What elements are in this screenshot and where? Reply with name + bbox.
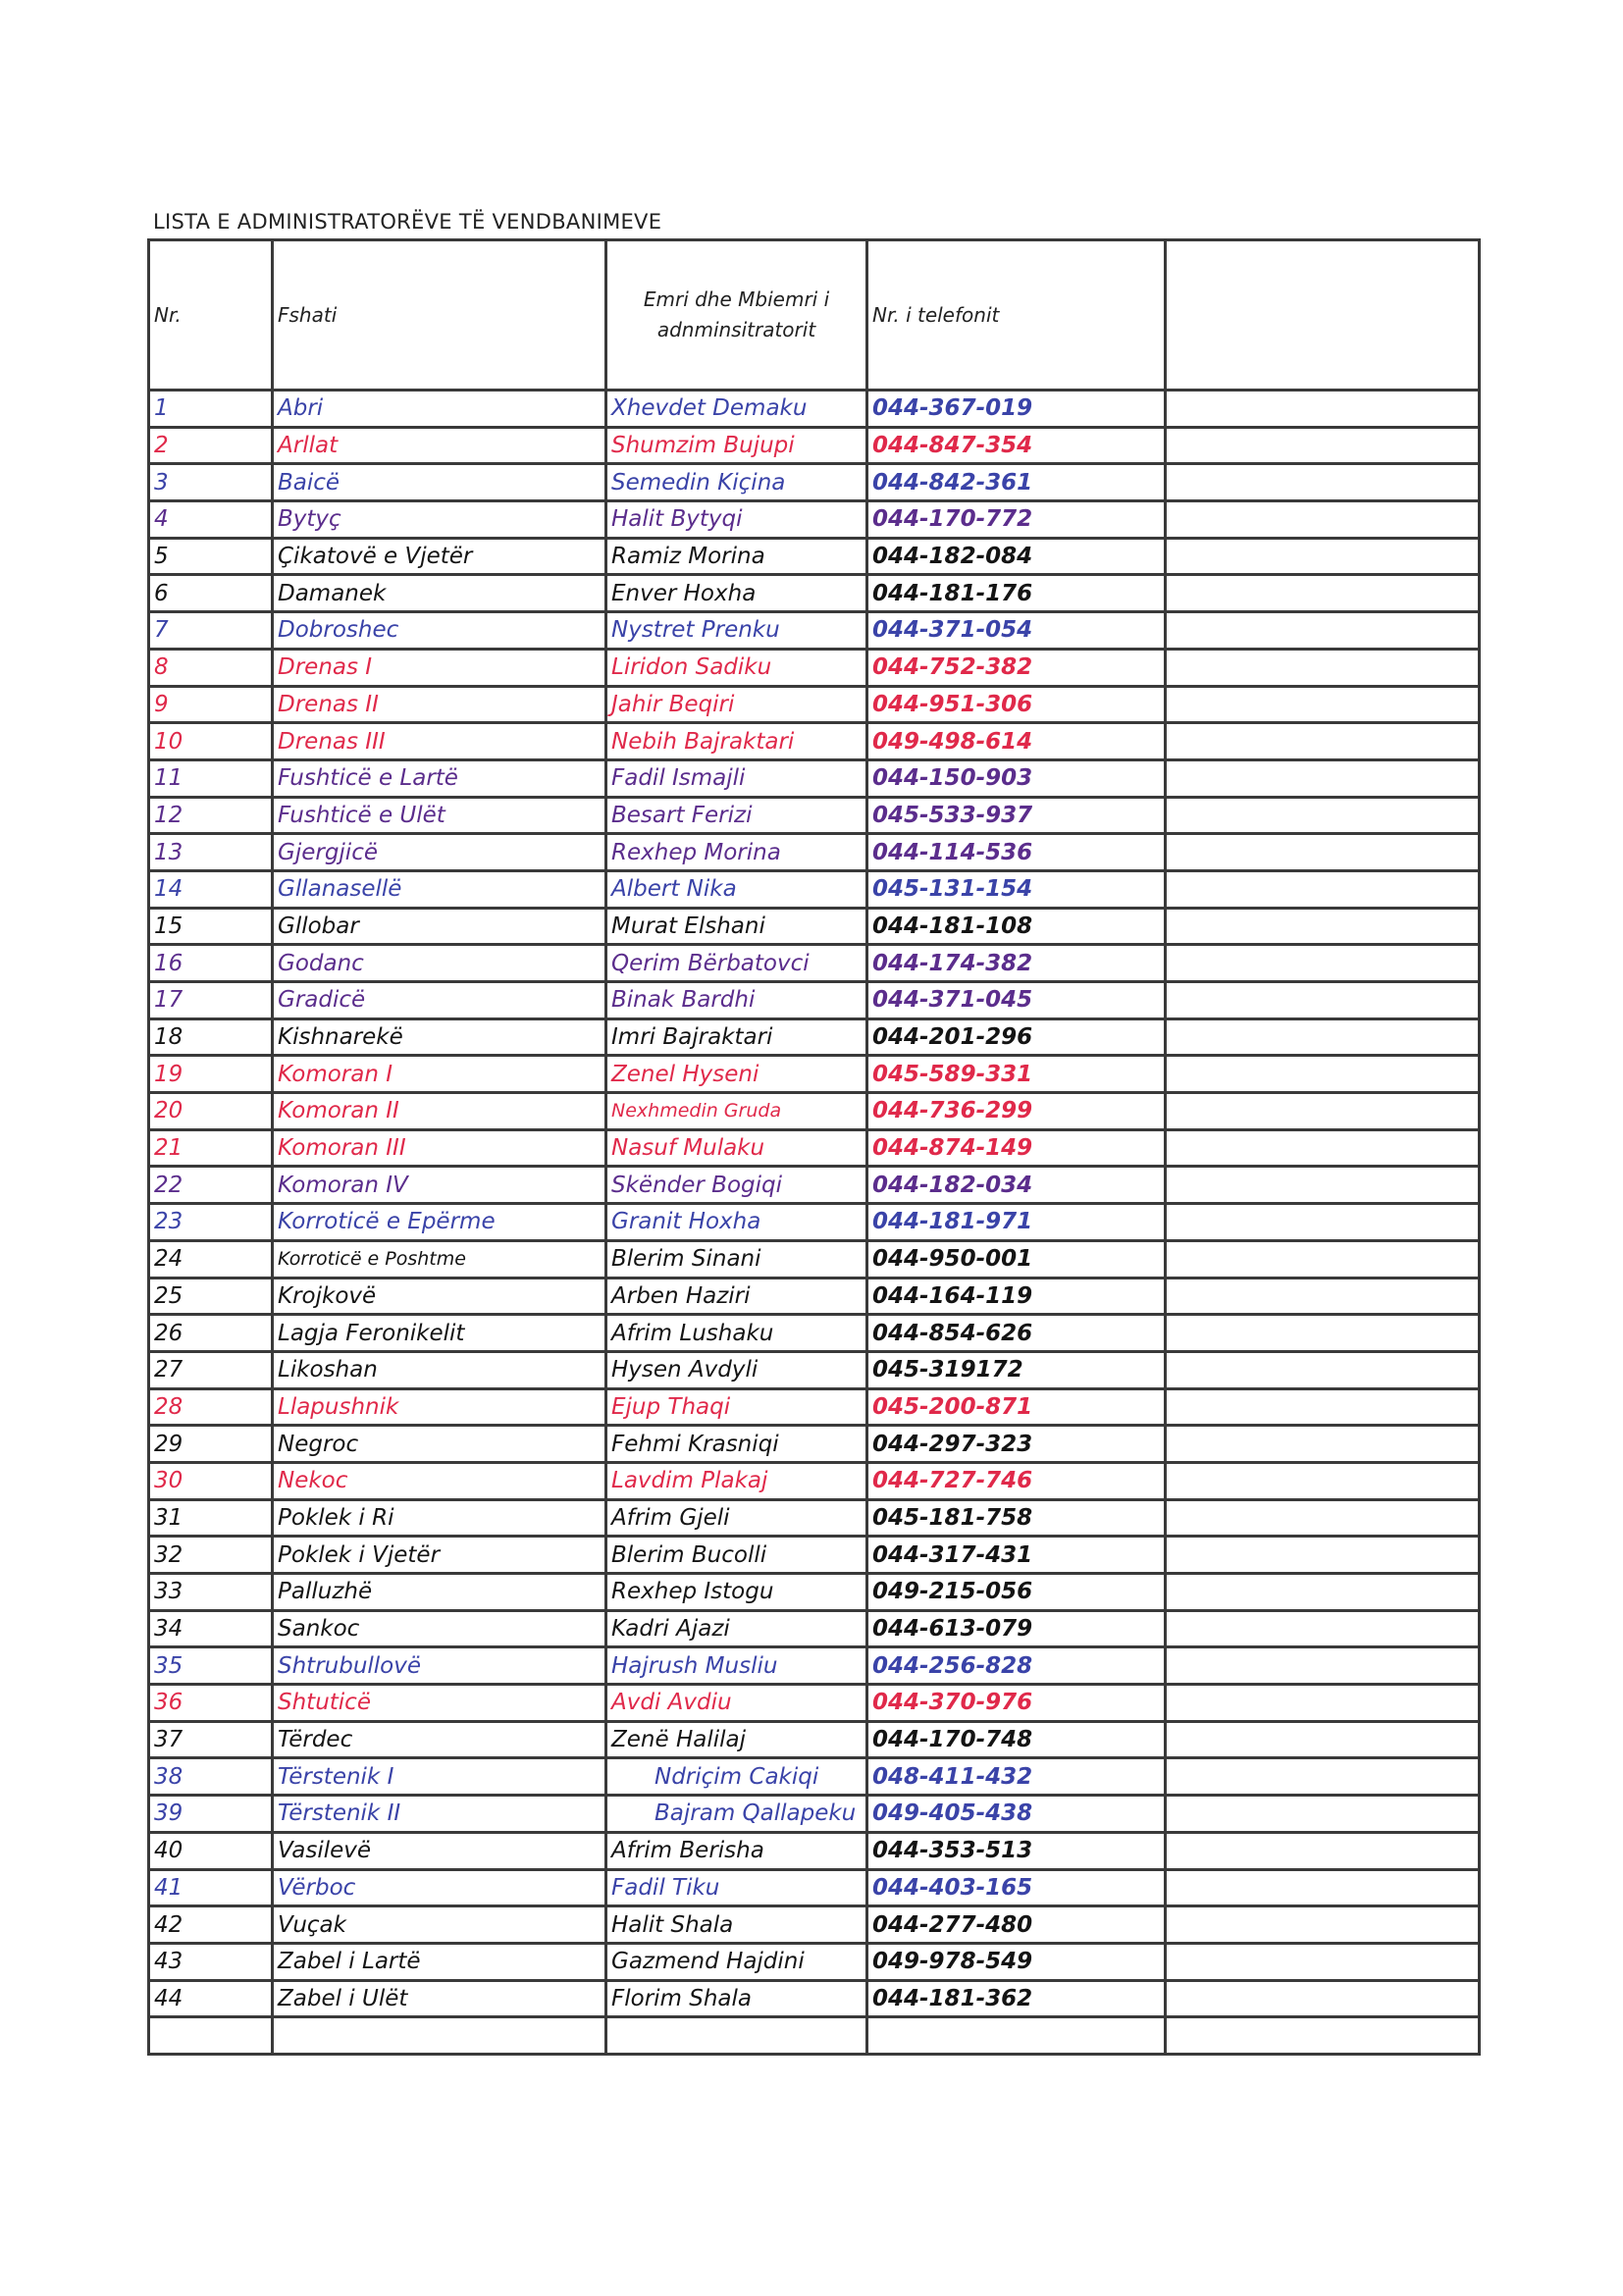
administrator-name-cell <box>606 2017 867 2055</box>
village-cell: Poklek i Ri <box>273 1499 606 1537</box>
row-number-cell: 25 <box>149 1278 273 1315</box>
administrator-name-cell: Afrim Gjeli <box>606 1499 867 1537</box>
phone-cell: 044-201-296 <box>867 1018 1166 1056</box>
phone-cell: 044-950-001 <box>867 1240 1166 1278</box>
row-number-cell: 10 <box>149 723 273 760</box>
phone-cell: 044-727-746 <box>867 1462 1166 1499</box>
table-row <box>149 1129 1480 1167</box>
table-row <box>149 1832 1480 1869</box>
row-number-cell: 36 <box>149 1685 273 1722</box>
administrator-name-cell: Florim Shala <box>606 1980 867 2017</box>
village-cell: Drenas II <box>273 686 606 723</box>
table-row <box>149 1574 1480 1611</box>
village-cell: Poklek i Vjetër <box>273 1537 606 1574</box>
row-number-cell: 16 <box>149 945 273 982</box>
village-cell: Damanek <box>273 575 606 612</box>
extra-cell <box>1166 538 1480 575</box>
phone-cell: 045-181-758 <box>867 1499 1166 1537</box>
village-cell: Baicë <box>273 464 606 501</box>
table-row <box>149 501 1480 539</box>
administrator-name-cell: Fadil Tiku <box>606 1869 867 1906</box>
table-row <box>149 686 1480 723</box>
row-number-cell: 21 <box>149 1129 273 1167</box>
village-cell: Vuçak <box>273 1906 606 1944</box>
phone-cell: 049-498-614 <box>867 723 1166 760</box>
extra-cell <box>1166 1426 1480 1463</box>
row-number-cell: 35 <box>149 1647 273 1685</box>
table-row <box>149 1906 1480 1944</box>
phone-cell: 044-297-323 <box>867 1426 1166 1463</box>
extra-cell <box>1166 1980 1480 2017</box>
extra-cell <box>1166 1832 1480 1869</box>
extra-cell <box>1166 1869 1480 1906</box>
extra-cell <box>1166 1018 1480 1056</box>
administrator-name-cell: Fadil Ismajli <box>606 759 867 797</box>
administrator-name-cell: Hajrush Musliu <box>606 1647 867 1685</box>
header-nr: Nr. <box>149 240 273 391</box>
table-row <box>149 464 1480 501</box>
row-number-cell: 20 <box>149 1093 273 1130</box>
table-row <box>149 982 1480 1019</box>
village-cell: Negroc <box>273 1426 606 1463</box>
row-number-cell: 5 <box>149 538 273 575</box>
table-row <box>149 1351 1480 1388</box>
extra-cell <box>1166 945 1480 982</box>
phone-cell: 048-411-432 <box>867 1758 1166 1796</box>
administrator-name-cell: Zenë Halilaj <box>606 1721 867 1758</box>
row-number-cell: 40 <box>149 1832 273 1869</box>
village-cell: Gllobar <box>273 908 606 945</box>
row-number-cell: 41 <box>149 1869 273 1906</box>
row-number-cell: 37 <box>149 1721 273 1758</box>
village-cell: Korroticë e Poshtme <box>273 1240 606 1278</box>
extra-cell <box>1166 759 1480 797</box>
row-number-cell: 19 <box>149 1056 273 1093</box>
administrator-name-cell: Enver Hoxha <box>606 575 867 612</box>
phone-cell: 044-842-361 <box>867 464 1166 501</box>
header-village: Fshati <box>273 240 606 391</box>
extra-cell <box>1166 1685 1480 1722</box>
phone-cell: 044-182-084 <box>867 538 1166 575</box>
extra-cell <box>1166 501 1480 539</box>
administrator-name-cell: Shumzim Bujupi <box>606 427 867 464</box>
table-row <box>149 1426 1480 1463</box>
phone-cell: 044-150-903 <box>867 759 1166 797</box>
administrator-name-cell: Avdi Avdiu <box>606 1685 867 1722</box>
village-cell: Fushticë e Ulët <box>273 797 606 834</box>
row-number-cell: 15 <box>149 908 273 945</box>
administrator-name-cell: Kadri Ajazi <box>606 1610 867 1647</box>
administrator-name-cell: Nystret Prenku <box>606 612 867 650</box>
administrator-name-cell: Halit Shala <box>606 1906 867 1944</box>
row-number-cell: 3 <box>149 464 273 501</box>
phone-cell: 044-367-019 <box>867 391 1166 428</box>
village-cell: Tërstenik II <box>273 1796 606 1833</box>
extra-cell <box>1166 1574 1480 1611</box>
village-cell: Kishnarekë <box>273 1018 606 1056</box>
extra-cell <box>1166 723 1480 760</box>
table-row <box>149 723 1480 760</box>
table-row <box>149 1943 1480 1980</box>
administrator-name-cell: Besart Ferizi <box>606 797 867 834</box>
table-row <box>149 1647 1480 1685</box>
administrator-name-cell: Qerim Bërbatovci <box>606 945 867 982</box>
extra-cell <box>1166 1499 1480 1537</box>
village-cell: Tërdec <box>273 1721 606 1758</box>
table-row <box>149 2017 1480 2055</box>
table-row <box>149 575 1480 612</box>
header-administrator-name: Emri dhe Mbiemri i adnminsitratorit <box>606 240 867 391</box>
row-number-cell: 27 <box>149 1351 273 1388</box>
table-row <box>149 908 1480 945</box>
phone-cell: 044-256-828 <box>867 1647 1166 1685</box>
phone-cell: 045-200-871 <box>867 1388 1166 1426</box>
header-phone: Nr. i telefonit <box>867 240 1166 391</box>
extra-cell <box>1166 575 1480 612</box>
village-cell: Likoshan <box>273 1351 606 1388</box>
phone-cell: 044-164-119 <box>867 1278 1166 1315</box>
village-cell: Godanc <box>273 945 606 982</box>
administrator-name-cell: Skënder Bogiqi <box>606 1167 867 1204</box>
row-number-cell: 1 <box>149 391 273 428</box>
table-row <box>149 1869 1480 1906</box>
table-row <box>149 1610 1480 1647</box>
row-number-cell: 2 <box>149 427 273 464</box>
phone-cell: 044-181-971 <box>867 1204 1166 1241</box>
table-row <box>149 1315 1480 1352</box>
village-cell: Vërboc <box>273 1869 606 1906</box>
village-cell: Arllat <box>273 427 606 464</box>
extra-cell <box>1166 391 1480 428</box>
row-number-cell: 11 <box>149 759 273 797</box>
phone-cell: 049-405-438 <box>867 1796 1166 1833</box>
administrator-name-cell: Arben Haziri <box>606 1278 867 1315</box>
phone-cell: 044-181-362 <box>867 1980 1166 2017</box>
administrator-name-cell: Ejup Thaqi <box>606 1388 867 1426</box>
extra-cell <box>1166 870 1480 908</box>
extra-cell <box>1166 1204 1480 1241</box>
phone-cell: 044-182-034 <box>867 1167 1166 1204</box>
extra-cell <box>1166 1240 1480 1278</box>
table-row <box>149 1018 1480 1056</box>
village-cell: Komoran III <box>273 1129 606 1167</box>
village-cell: Gjergjicë <box>273 834 606 871</box>
phone-cell: 044-371-045 <box>867 982 1166 1019</box>
row-number-cell: 8 <box>149 649 273 686</box>
administrator-name-cell: Ramiz Morina <box>606 538 867 575</box>
phone-cell: 044-114-536 <box>867 834 1166 871</box>
phone-cell: 044-951-306 <box>867 686 1166 723</box>
table-row <box>149 1758 1480 1796</box>
administrator-name-cell: Rexhep Istogu <box>606 1574 867 1611</box>
phone-cell: 049-978-549 <box>867 1943 1166 1980</box>
phone-cell: 044-370-976 <box>867 1685 1166 1722</box>
extra-cell <box>1166 1610 1480 1647</box>
village-cell: Nekoc <box>273 1462 606 1499</box>
row-number-cell <box>149 2017 273 2055</box>
village-cell: Çikatovë e Vjetër <box>273 538 606 575</box>
row-number-cell: 9 <box>149 686 273 723</box>
extra-cell <box>1166 1796 1480 1833</box>
village-cell: Komoran I <box>273 1056 606 1093</box>
administrator-name-cell: Halit Bytyqi <box>606 501 867 539</box>
table-row <box>149 1204 1480 1241</box>
phone-cell: 044-181-176 <box>867 575 1166 612</box>
village-cell: Drenas I <box>273 649 606 686</box>
row-number-cell: 31 <box>149 1499 273 1537</box>
village-cell: Palluzhë <box>273 1574 606 1611</box>
table-row <box>149 538 1480 575</box>
administrator-name-cell: Granit Hoxha <box>606 1204 867 1241</box>
phone-cell: 044-613-079 <box>867 1610 1166 1647</box>
table-row <box>149 1278 1480 1315</box>
extra-cell <box>1166 612 1480 650</box>
phone-cell: 044-854-626 <box>867 1315 1166 1352</box>
table-row <box>149 1462 1480 1499</box>
row-number-cell: 28 <box>149 1388 273 1426</box>
administrator-name-cell: Bajram Qallapeku <box>606 1796 867 1833</box>
administrator-name-cell: Afrim Berisha <box>606 1832 867 1869</box>
phone-cell: 045-319172 <box>867 1351 1166 1388</box>
table-row <box>149 1499 1480 1537</box>
row-number-cell: 38 <box>149 1758 273 1796</box>
phone-cell: 044-174-382 <box>867 945 1166 982</box>
extra-cell <box>1166 1278 1480 1315</box>
administrator-name-cell: Liridon Sadiku <box>606 649 867 686</box>
document-title: LISTA E ADMINISTRATORËVE TË VENDBANIMEVE <box>153 210 662 234</box>
table-row <box>149 759 1480 797</box>
extra-cell <box>1166 1388 1480 1426</box>
row-number-cell: 43 <box>149 1943 273 1980</box>
table-header-row <box>149 240 1480 391</box>
village-cell: Gllanasellë <box>273 870 606 908</box>
table-row <box>149 945 1480 982</box>
extra-cell <box>1166 908 1480 945</box>
village-cell: Vasilevë <box>273 1832 606 1869</box>
phone-cell: 044-847-354 <box>867 427 1166 464</box>
table-row <box>149 1056 1480 1093</box>
village-cell: Gradicë <box>273 982 606 1019</box>
phone-cell: 044-170-748 <box>867 1721 1166 1758</box>
extra-cell <box>1166 2017 1480 2055</box>
table-row <box>149 1167 1480 1204</box>
extra-cell <box>1166 1093 1480 1130</box>
village-cell: Fushticë e Lartë <box>273 759 606 797</box>
administrator-name-cell: Murat Elshani <box>606 908 867 945</box>
extra-cell <box>1166 1167 1480 1204</box>
village-cell: Shtuticë <box>273 1685 606 1722</box>
administrator-name-cell: Zenel Hyseni <box>606 1056 867 1093</box>
table-row <box>149 1537 1480 1574</box>
village-cell: Lagja Feronikelit <box>273 1315 606 1352</box>
administrator-name-cell: Afrim Lushaku <box>606 1315 867 1352</box>
village-cell: Krojkovë <box>273 1278 606 1315</box>
table-row <box>149 391 1480 428</box>
village-cell: Bytyç <box>273 501 606 539</box>
phone-cell: 044-170-772 <box>867 501 1166 539</box>
phone-cell: 044-277-480 <box>867 1906 1166 1944</box>
extra-cell <box>1166 1758 1480 1796</box>
extra-cell <box>1166 1721 1480 1758</box>
phone-cell <box>867 2017 1166 2055</box>
extra-cell <box>1166 1943 1480 1980</box>
row-number-cell: 14 <box>149 870 273 908</box>
row-number-cell: 22 <box>149 1167 273 1204</box>
row-number-cell: 29 <box>149 1426 273 1463</box>
row-number-cell: 4 <box>149 501 273 539</box>
village-cell: Abri <box>273 391 606 428</box>
row-number-cell: 32 <box>149 1537 273 1574</box>
village-cell: Dobroshec <box>273 612 606 650</box>
table-row <box>149 649 1480 686</box>
header-extra <box>1166 240 1480 391</box>
village-cell: Komoran II <box>273 1093 606 1130</box>
table-row <box>149 612 1480 650</box>
administrator-name-cell: Xhevdet Demaku <box>606 391 867 428</box>
administrator-name-cell: Nebih Bajraktari <box>606 723 867 760</box>
row-number-cell: 18 <box>149 1018 273 1056</box>
administrator-name-cell: Gazmend Hajdini <box>606 1943 867 1980</box>
row-number-cell: 26 <box>149 1315 273 1352</box>
row-number-cell: 23 <box>149 1204 273 1241</box>
phone-cell: 044-317-431 <box>867 1537 1166 1574</box>
extra-cell <box>1166 1315 1480 1352</box>
table-row <box>149 1240 1480 1278</box>
table-row <box>149 1388 1480 1426</box>
phone-cell: 045-131-154 <box>867 870 1166 908</box>
phone-cell: 044-371-054 <box>867 612 1166 650</box>
administrator-name-cell: Nasuf Mulaku <box>606 1129 867 1167</box>
row-number-cell: 7 <box>149 612 273 650</box>
extra-cell <box>1166 1351 1480 1388</box>
row-number-cell: 24 <box>149 1240 273 1278</box>
administrator-name-cell: Ndriçim Cakiqi <box>606 1758 867 1796</box>
phone-cell: 045-533-937 <box>867 797 1166 834</box>
row-number-cell: 12 <box>149 797 273 834</box>
extra-cell <box>1166 686 1480 723</box>
table-row <box>149 797 1480 834</box>
row-number-cell: 33 <box>149 1574 273 1611</box>
extra-cell <box>1166 1647 1480 1685</box>
phone-cell: 044-752-382 <box>867 649 1166 686</box>
table-row <box>149 1796 1480 1833</box>
administrator-name-cell: Fehmi Krasniqi <box>606 1426 867 1463</box>
administrator-name-cell: Blerim Bucolli <box>606 1537 867 1574</box>
extra-cell <box>1166 797 1480 834</box>
administrator-name-cell: Rexhep Morina <box>606 834 867 871</box>
row-number-cell: 13 <box>149 834 273 871</box>
extra-cell <box>1166 1906 1480 1944</box>
phone-cell: 045-589-331 <box>867 1056 1166 1093</box>
administrator-name-cell: Binak Bardhi <box>606 982 867 1019</box>
village-cell: Llapushnik <box>273 1388 606 1426</box>
extra-cell <box>1166 649 1480 686</box>
phone-cell: 049-215-056 <box>867 1574 1166 1611</box>
village-cell: Sankoc <box>273 1610 606 1647</box>
extra-cell <box>1166 1537 1480 1574</box>
row-number-cell: 30 <box>149 1462 273 1499</box>
phone-cell: 044-181-108 <box>867 908 1166 945</box>
administrator-name-cell: Albert Nika <box>606 870 867 908</box>
table-row <box>149 1093 1480 1130</box>
table-row <box>149 870 1480 908</box>
extra-cell <box>1166 1056 1480 1093</box>
village-cell: Korroticë e Epërme <box>273 1204 606 1241</box>
row-number-cell: 6 <box>149 575 273 612</box>
row-number-cell: 34 <box>149 1610 273 1647</box>
row-number-cell: 17 <box>149 982 273 1019</box>
administrators-table <box>147 238 1481 2056</box>
village-cell: Tërstenik I <box>273 1758 606 1796</box>
extra-cell <box>1166 1129 1480 1167</box>
administrator-name-cell: Blerim Sinani <box>606 1240 867 1278</box>
administrator-name-cell: Nexhmedin Gruda <box>606 1093 867 1130</box>
phone-cell: 044-736-299 <box>867 1093 1166 1130</box>
table-row <box>149 1980 1480 2017</box>
administrator-name-cell: Lavdim Plakaj <box>606 1462 867 1499</box>
extra-cell <box>1166 464 1480 501</box>
administrator-name-cell: Hysen Avdyli <box>606 1351 867 1388</box>
row-number-cell: 39 <box>149 1796 273 1833</box>
table-row <box>149 1721 1480 1758</box>
row-number-cell: 42 <box>149 1906 273 1944</box>
extra-cell <box>1166 982 1480 1019</box>
extra-cell <box>1166 834 1480 871</box>
table-row <box>149 1685 1480 1722</box>
administrator-name-cell: Imri Bajraktari <box>606 1018 867 1056</box>
table-row <box>149 834 1480 871</box>
phone-cell: 044-403-165 <box>867 1869 1166 1906</box>
row-number-cell: 44 <box>149 1980 273 2017</box>
village-cell: Zabel i Ulët <box>273 1980 606 2017</box>
phone-cell: 044-874-149 <box>867 1129 1166 1167</box>
village-cell: Zabel i Lartë <box>273 1943 606 1980</box>
village-cell: Shtrubullovë <box>273 1647 606 1685</box>
extra-cell <box>1166 427 1480 464</box>
extra-cell <box>1166 1462 1480 1499</box>
village-cell <box>273 2017 606 2055</box>
village-cell: Drenas III <box>273 723 606 760</box>
village-cell: Komoran IV <box>273 1167 606 1204</box>
administrator-name-cell: Semedin Kiçina <box>606 464 867 501</box>
table-row <box>149 427 1480 464</box>
administrator-name-cell: Jahir Beqiri <box>606 686 867 723</box>
administrators-table-wrapper <box>147 238 1478 2056</box>
phone-cell: 044-353-513 <box>867 1832 1166 1869</box>
